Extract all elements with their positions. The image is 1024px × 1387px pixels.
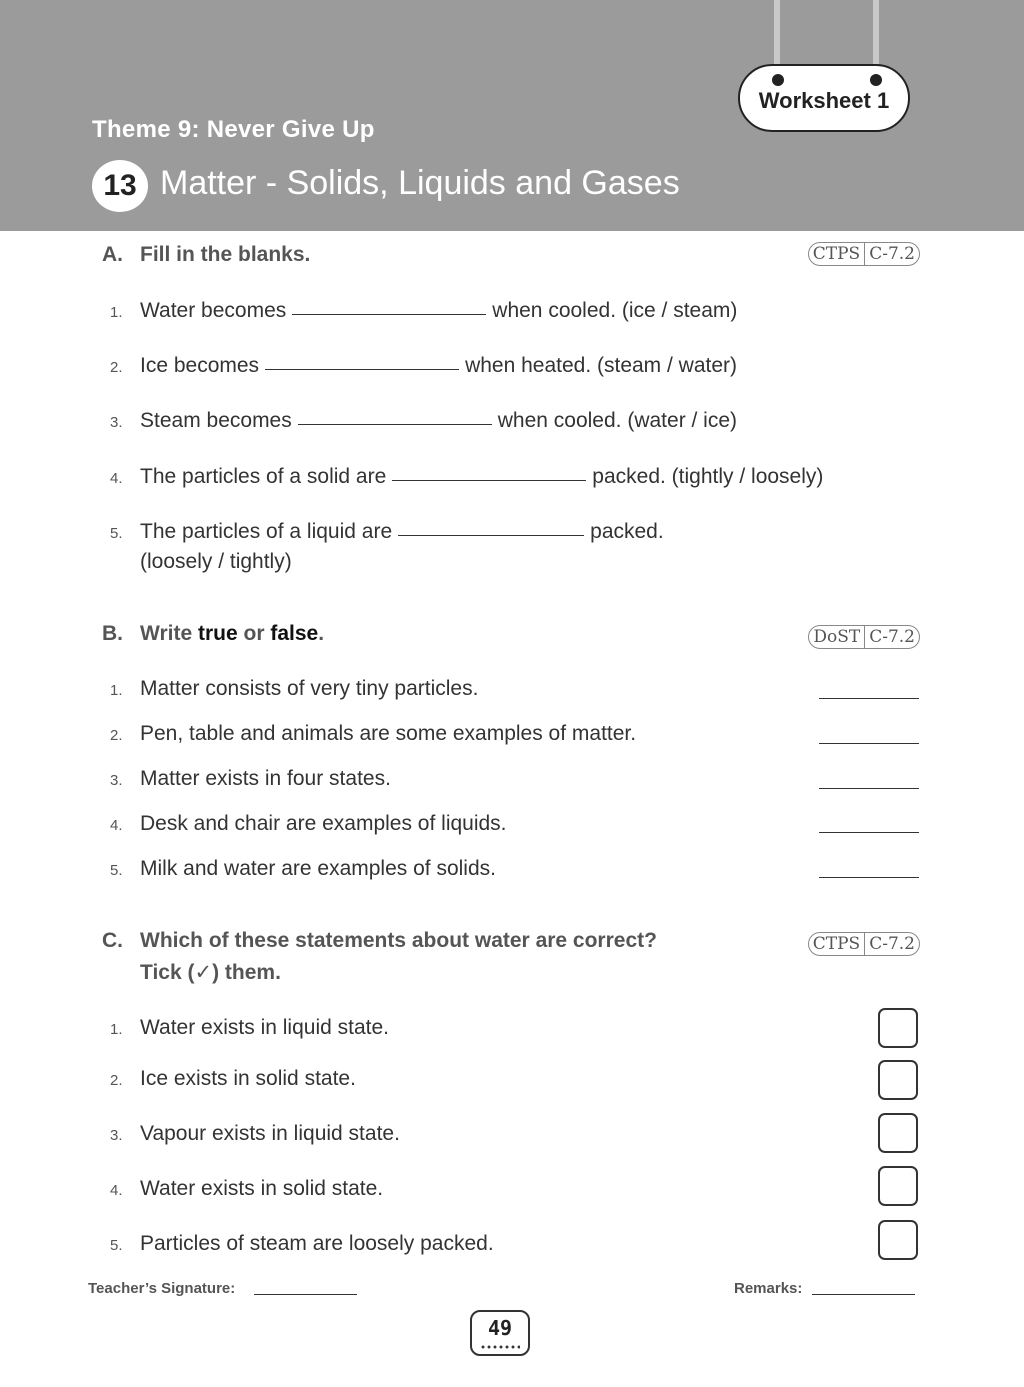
tick-checkbox[interactable] (878, 1008, 918, 1048)
worksheet-tag (738, 64, 910, 132)
skill-tag-left: CTPS (812, 244, 861, 264)
true-false-question (110, 677, 478, 701)
true-false-question (110, 857, 496, 881)
heading-end: . (318, 622, 325, 645)
heading-line-2: Tick (✓) them. (140, 961, 281, 984)
chapter-title: Matter - Solids, Liquids and Gases (160, 164, 680, 202)
section-b-skill-tag (808, 625, 920, 649)
question-number: 2. (110, 727, 123, 744)
question-number: 3. (110, 1127, 123, 1144)
heading-prefix: Write (140, 622, 193, 645)
tag-hole-right (870, 74, 882, 86)
section-c-letter: C. (102, 929, 123, 952)
question-text: Milk and water are examples of solids. (140, 857, 496, 880)
tag-string-right (873, 0, 879, 72)
tick-question (110, 1122, 400, 1146)
answer-blank[interactable] (398, 534, 584, 536)
section-b-heading (102, 622, 324, 646)
heading-true: true (197, 622, 238, 645)
question-text: Desk and chair are examples of liquids. (140, 812, 507, 835)
fill-blank-question (110, 354, 737, 378)
question-text: Water exists in solid state. (140, 1177, 384, 1200)
question-text: Matter exists in four states. (140, 767, 391, 790)
tick-checkbox[interactable] (878, 1060, 918, 1100)
question-text-before: The particles of a liquid are (140, 520, 393, 543)
heading-or: or (243, 622, 265, 645)
heading-line-1: Which of these statements about water are correct? (140, 929, 657, 952)
question-text: Water exists in liquid state. (140, 1016, 389, 1039)
question-number: 2. (110, 359, 123, 376)
question-text-after: when cooled. (water / ice) (497, 409, 738, 432)
worksheet-label: Worksheet 1 (758, 88, 890, 113)
chapter-number-badge: 13 (92, 160, 148, 212)
question-text-before: Water becomes (140, 299, 287, 322)
answer-line[interactable] (819, 743, 919, 744)
question-text-after: when heated. (steam / water) (465, 354, 738, 377)
tick-question (110, 1016, 389, 1040)
answer-line[interactable] (819, 788, 919, 789)
question-number: 5. (110, 1237, 123, 1254)
question-number: 1. (110, 1021, 123, 1038)
question-text-before: The particles of a solid are (140, 465, 387, 488)
question-number: 5. (110, 525, 123, 542)
section-a-letter: A. (102, 243, 123, 266)
badge-dots-decoration (480, 1344, 520, 1350)
fill-blank-question (110, 299, 737, 323)
theme-title: Theme 9: Never Give Up (92, 116, 375, 143)
teacher-signature-line[interactable] (254, 1294, 357, 1295)
answer-blank[interactable] (298, 423, 492, 425)
tick-question (110, 1177, 383, 1201)
page-number: 49 (487, 1316, 513, 1340)
tick-checkbox[interactable] (878, 1220, 918, 1260)
answer-line[interactable] (819, 877, 919, 878)
answer-line[interactable] (819, 832, 919, 833)
question-text-after: packed. (tightly / loosely) (592, 465, 824, 488)
question-number: 1. (110, 682, 123, 699)
fill-blank-question (110, 465, 823, 489)
question-number: 3. (110, 772, 123, 789)
tick-checkbox[interactable] (878, 1113, 918, 1153)
heading-false: false (270, 622, 319, 645)
skill-tag-left: DoST (813, 627, 861, 647)
question-number: 4. (110, 817, 123, 834)
question-number: 1. (110, 304, 123, 321)
tag-hole-left (772, 74, 784, 86)
question-number: 4. (110, 1182, 123, 1199)
question-text-after: packed. (590, 520, 664, 543)
tick-checkbox[interactable] (878, 1166, 918, 1206)
remarks-label: Remarks: (734, 1280, 803, 1297)
answer-line[interactable] (819, 698, 919, 699)
answer-blank[interactable] (392, 479, 586, 481)
section-c-heading (102, 929, 657, 953)
question-text: Matter consists of very tiny particles. (140, 677, 479, 700)
answer-blank[interactable] (265, 368, 459, 370)
tag-string-left (774, 0, 780, 72)
teacher-signature-label: Teacher’s Signature: (88, 1280, 236, 1297)
skill-tag-right: C-7.2 (864, 626, 919, 648)
remarks-line[interactable] (812, 1294, 915, 1295)
fill-blank-question (110, 520, 664, 544)
answer-blank[interactable] (292, 313, 486, 315)
page-number-badge (470, 1310, 530, 1356)
skill-tag-right: C-7.2 (864, 933, 919, 955)
section-a-title: Fill in the blanks. (140, 243, 311, 266)
question-number: 5. (110, 862, 123, 879)
section-a-skill-tag (808, 242, 920, 266)
true-false-question (110, 722, 636, 746)
question-text: Vapour exists in liquid state. (140, 1122, 400, 1145)
section-a-heading (102, 243, 310, 267)
section-b-letter: B. (102, 622, 123, 645)
question-number: 4. (110, 470, 123, 487)
question-text: Particles of steam are loosely packed. (140, 1232, 494, 1255)
question-continuation: (loosely / tightly) (140, 550, 292, 573)
skill-tag-left: CTPS (812, 934, 861, 954)
section-c-skill-tag (808, 932, 920, 956)
question-text-after: when cooled. (ice / steam) (492, 299, 738, 322)
tick-question (110, 1232, 494, 1256)
question-text-before: Steam becomes (140, 409, 292, 432)
question-text: Pen, table and animals are some examples of matter. (140, 722, 637, 745)
true-false-question (110, 812, 507, 836)
skill-tag-right: C-7.2 (864, 243, 919, 265)
question-text: Ice exists in solid state. (140, 1067, 356, 1090)
tick-question (110, 1067, 356, 1091)
fill-blank-question (110, 409, 737, 433)
true-false-question (110, 767, 391, 791)
question-number: 3. (110, 414, 123, 431)
question-text-before: Ice becomes (140, 354, 260, 377)
question-number: 2. (110, 1072, 123, 1089)
